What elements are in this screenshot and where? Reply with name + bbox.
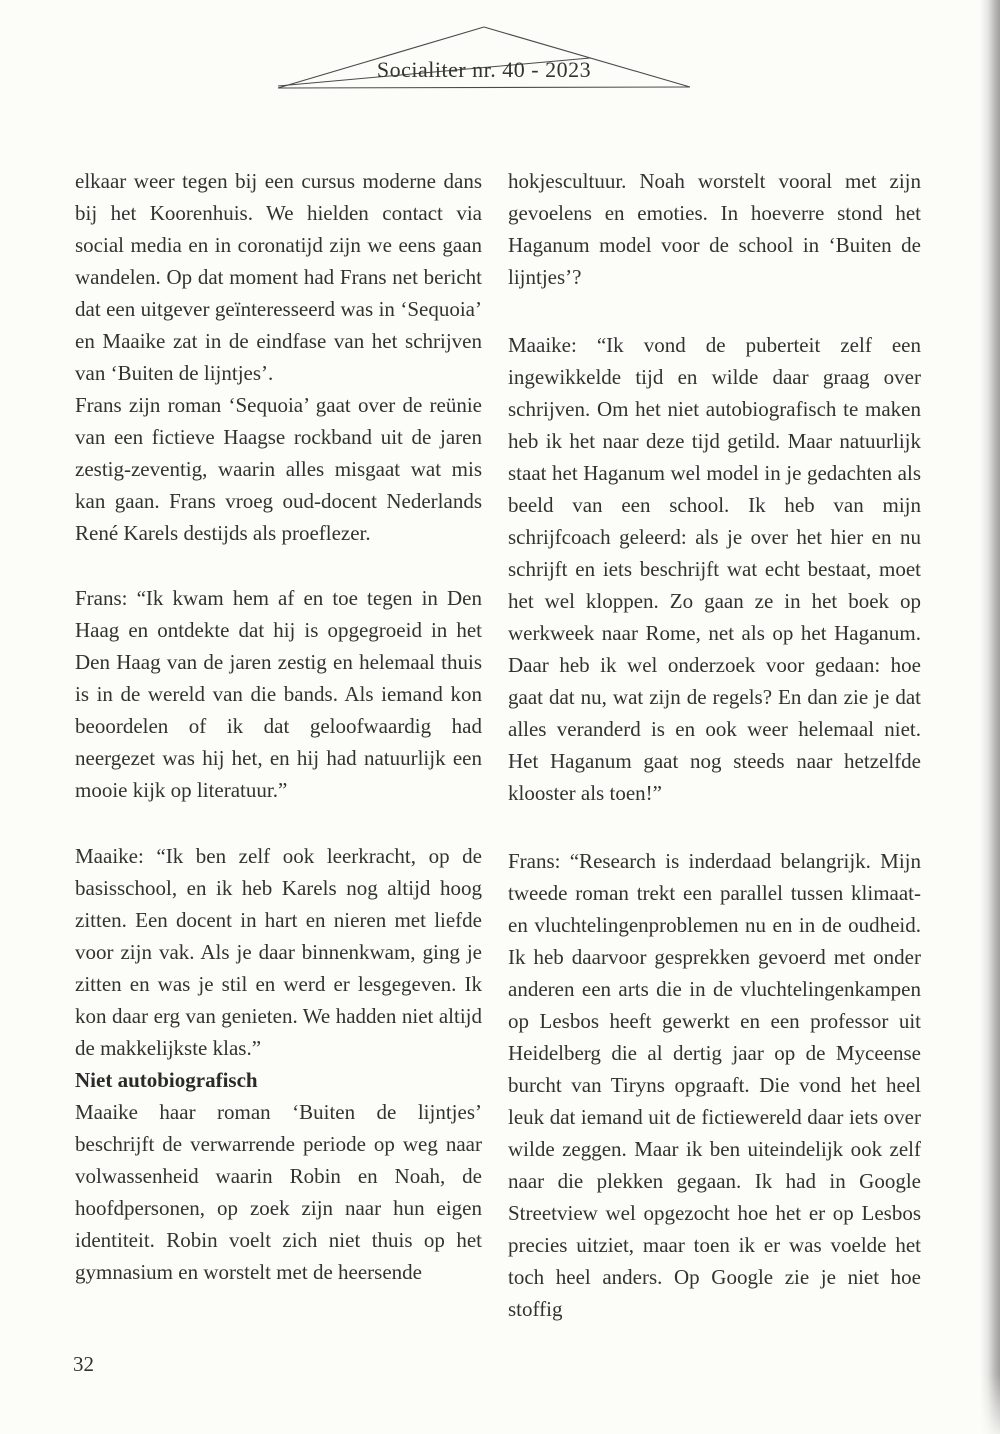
section-heading-niet-autobiografisch: Niet autobiografisch bbox=[75, 1068, 258, 1092]
paragraph-quote-maaike-puberteit: Maaike: “Ik vond de puberteit zelf een ingewikkelde tijd en wilde daar graag over schrijven. Om het niet autobiografisch te maken heb ik het naar deze tijd getild. Maar natuurlijk staat het Haganum wel model in je gedachten als beeld van een school. Ik heb van mijn schrijfcoach geleerd: als je over het hier en nu schrijft en iets beschrijft wat echt bestaat, moet het wel kloppen. Zo gaan ze in het boek op werkweek naar Rome, net als op het Haganum. Daar heb ik wel onderzoek voor gedaan: hoe gaat dat nu, wat zijn de regels? En dan zie je dat alles veranderd is en ook weer helemaal niet. Het Haganum gaat nog steeds naar hetzelfde klooster als toen!” bbox=[508, 333, 921, 805]
paragraph-quote-maaike: Maaike: “Ik ben zelf ook leerkracht, op de basisschool, en ik heb Karels nog altijd hoog zitten. Een docent in hart en nieren met liefde voor zijn vak. Als je daar binnenkwam, ging je zitten en was je stil en werd er lesgegeven. Ik kon daar erg van genieten. We hadden niet altijd de makkelijkste klas.” bbox=[75, 844, 482, 1060]
paragraph-quote-frans: Frans: “Ik kwam hem af en toe tegen in Den Haag en ontdekte dat hij is opgegroeid in het Den Haag van de jaren zestig en helemaal thuis is in de wereld van die bands. Als iemand kon beoordelen of ik dat geloofwaardig had neergezet was hij het, en hij had natuurlijk een mooie kijk op literatuur.” bbox=[75, 586, 482, 802]
left-column bbox=[75, 165, 482, 1288]
paragraph-intro: elkaar weer tegen bij een cursus moderne dans bij het Koorenhuis. We hielden contact via social media en in coronatijd zijn we eens gaan wandelen. Op dat moment had Frans net bericht dat een uitgever geïnteresseerd was in ‘Sequoia’ en Maaike zat in de eindfase van het schrijven van ‘Buiten de lijntjes’. bbox=[75, 169, 482, 385]
paragraph-continued: hokjescultuur. Noah worstelt vooral met zijn gevoelens en emoties. In hoeverre stond het Haganum model voor de school in ‘Buiten de lijntjes’? bbox=[508, 169, 921, 289]
right-column bbox=[508, 165, 921, 1325]
page-edge-shadow bbox=[980, 0, 1000, 1434]
page-edge-shadow-fade bbox=[980, 1374, 1000, 1434]
paragraph-sequoia: Frans zijn roman ‘Sequoia’ gaat over de reünie van een fictieve Haagse rockband uit de jaren zestig-zeventig, waarin alles misgaat wat mis kan gaan. Frans vroeg oud-docent Nederlands René Karels destijds als proeflezer. bbox=[75, 393, 482, 545]
masthead-title: Socialiter nr. 40 - 2023 bbox=[376, 57, 592, 82]
paragraph-roman: Maaike haar roman ‘Buiten de lijntjes’ beschrijft de verwarrende periode op weg naar volwassenheid waarin Robin en Noah, de hoofdpersonen, op zoek zijn naar hun eigen identiteit. Robin voelt zich niet thuis op het gymnasium en worstelt met de heersende bbox=[75, 1100, 482, 1284]
paragraph-quote-frans-research: Frans: “Research is inderdaad belangrijk. Mijn tweede roman trekt een parallel tussen klimaat- en vluchtelingenproblemen nu en in de oudheid. Ik heb daarvoor gesprekken gevoerd met onder anderen een arts die in de vluchtelingenkampen op Lesbos heeft gewerkt en een professor uit Heidelberg die al dertig jaar op de Myceense burcht van Tiryns opgraaft. Die vond het heel leuk dat iemand uit de fictiewereld daar iets over wilde zeggen. Maar ik ben uiteindelijk ook zelf naar die plekken gegaan. Ik had in Google Streetview wel opgezocht hoe het er op Lesbos precies uitziet, maar toen ik er was voelde het toch heel anders. Op Google zie je niet hoe stoffig bbox=[508, 849, 921, 1321]
page-number: 32 bbox=[73, 1352, 94, 1376]
